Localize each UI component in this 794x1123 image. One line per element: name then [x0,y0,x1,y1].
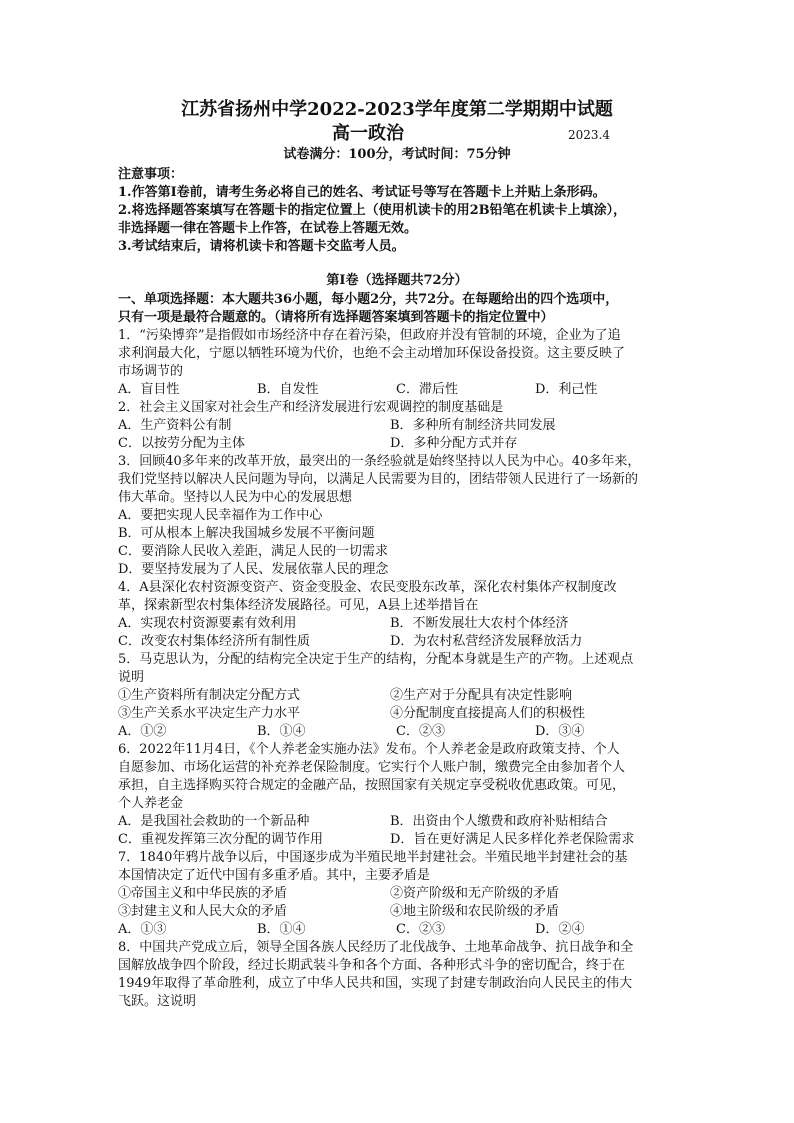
question-stem-line: 1．“污染博弈”是指假如市场经济中存在着污染，但政府并没有管制的环境，企业为了追 [118,328,621,343]
answer-option: D．③④ [535,724,585,739]
answer-option: B．可从根本上解决我国城乡发展不平衡问题 [118,526,375,541]
answer-option-group [118,813,678,849]
answer-option: C．重视发挥第三次分配的调节作用 [118,832,323,847]
answer-option: B．自发性 [257,382,319,397]
answer-option-group [118,507,678,579]
section-title: 第Ⅰ卷（选择题共72分） [326,273,468,288]
exam-date: 2023.4 [568,128,610,142]
question-stem-line: 我们党坚持以解决人民问题为导向，以满足人民需要为目的，团结带领人民进行了一场新的 [118,472,639,487]
notes-line: 非选择题一律在答题卡上作答，在试卷上答题无效。 [118,221,418,236]
answer-option: D．利己性 [535,382,598,397]
question-stem-line: 伟大革命。坚持以人民为中心的发展思想 [118,490,353,505]
answer-option: C．要消除人民收入差距，满足人民的一切需求 [118,544,388,559]
answer-option: D．多种分配方式并存 [390,436,518,451]
answer-option: B．多种所有制经济共同发展 [390,418,556,433]
question-stem-line: 2．社会主义国家对社会生产和经济发展进行宏观调控的制度基础是 [118,400,504,415]
answer-option: D．为农村私营经济发展释放活力 [390,634,583,649]
section-intro [118,291,678,327]
question-stem-line: 6．2022年11月4日，《个人养老金实施办法》发布。个人养老金是政府政策支持、个人 [118,742,620,757]
statement-item: ②生产对于分配具有决定性影响 [390,688,573,703]
answer-option: C．滞后性 [396,382,458,397]
question-stem-line: 承担，自主选择购买符合规定的金融产品，按照国家有关规定享受税收优惠政策。可见， [118,778,626,793]
answer-option: B．不断发展壮大农村个体经济 [390,616,569,631]
question-3 [118,453,678,579]
question-stem-line: 4．A县深化农村资源变资产、资金变股金、农民变股东改革，深化农村集体产权制度改 [118,580,617,595]
answer-option-group [118,381,678,399]
statement-item: ④地主阶级和农民阶级的矛盾 [390,904,560,919]
question-2 [118,399,678,453]
section-intro-line: 只有一项是最符合题意的。（请将所有选择题答案填到答题卡的指定位置中） [118,310,554,325]
question-stem-line: 革，探索新型农村集体经济发展路径。可见，A县上述举措旨在 [118,598,479,613]
question-5 [118,651,678,741]
answer-option: C．②③ [396,724,445,739]
answer-option: A．①③ [118,922,167,937]
answer-option-group [118,921,678,939]
statement-item-group [118,885,678,921]
answer-option: D．要坚持发展为了人民、发展依靠人民的理念 [118,562,389,577]
answer-option: D．②④ [535,922,585,937]
question-4 [118,579,678,651]
question-stem-line: 说明 [118,670,145,685]
answer-option-group [118,417,678,453]
statement-item: ③生产关系水平决定生产力水平 [118,706,301,721]
question-list [118,327,678,1011]
question-stem-line: 市场调节的 [118,364,184,379]
answer-option: D．旨在更好满足人民多样化养老保险需求 [390,832,635,847]
question-stem-line: 本国情决定了近代中国有多重矛盾。其中，主要矛盾是 [118,868,431,883]
notes-heading: 注意事项： [118,167,184,182]
notes-section [118,166,678,256]
question-stem-line: 飞跃。这说明 [118,994,197,1009]
exam-title: 江苏省扬州中学2022-2023学年度第二学期期中试题 [181,99,613,120]
answer-option: C．以按劳分配为主体 [118,436,245,451]
question-stem-line: 求利润最大化，宁愿以牺牲环境为代价，也绝不会主动增加环保设备投资。这主要反映了 [118,346,626,361]
answer-option: A．要把实现人民幸福作为工作中心 [118,508,323,523]
answer-option: B．①④ [257,922,306,937]
question-stem-line: 3．回顾40多年来的改革开放，最突出的一条经验就是始终坚持以人民为中心。40多年来， [118,454,641,469]
question-stem-line: 国解放战争四个阶段，经过长期武装斗争和各个方面、各种形式斗争的密切配合，终于在 [118,958,626,973]
notes-line: 1.作答第Ⅰ卷前，请考生务必将自己的姓名、考试证号等写在答题卡上并贴上条形码。 [118,185,606,200]
question-stem-line: 7．1840年鸦片战争以后，中国逐步成为半殖民地半封建社会。半殖民地半封建社会的基 [118,850,628,865]
answer-option-group [118,615,678,651]
answer-option: A．盲目性 [118,382,180,397]
question-7 [118,849,678,939]
statement-item: ②资产阶级和无产阶级的矛盾 [390,886,560,901]
answer-option: A．是我国社会救助的一个新品种 [118,814,310,829]
exam-meta: 试卷满分：100分，考试时间：75分钟 [283,147,511,162]
exam-subject: 高一政治 [332,123,404,144]
statement-item: ③封建主义和人民大众的矛盾 [118,904,288,919]
notes-line: 3.考试结束后，请将机读卡和答题卡交监考人员。 [118,239,405,254]
question-stem-line: 5．马克思认为，分配的结构完全决定于生产的结构，分配本身就是生产的产物。上述观点 [118,652,634,667]
question-1 [118,327,678,399]
question-stem-line: 8．中国共产党成立后，领导全国各族人民经历了北伐战争、土地革命战争、抗日战争和全 [118,940,634,955]
answer-option: B．①④ [257,724,306,739]
question-8 [118,939,678,1011]
answer-option: C．改变农村集体经济所有制性质 [118,634,310,649]
answer-option-group [118,723,678,741]
statement-item-group [118,687,678,723]
statement-item: ①生产资料所有制决定分配方式 [118,688,301,703]
answer-option: A．生产资料公有制 [118,418,232,433]
statement-item: ①帝国主义和中华民族的矛盾 [118,886,288,901]
statement-item: ④分配制度直接提高人们的积极性 [390,706,586,721]
question-stem-line: 自愿参加、市场化运营的补充养老保险制度。它实行个人账户制，缴费完全由参加者个人 [118,760,626,775]
question-stem-line: 1949年取得了革命胜利，成立了中华人民共和国，实现了封建专制政治向人民民主的伟大 [118,976,633,991]
section-intro-line: 一、单项选择题：本大题共36小题，每小题2分，共72分。在每题给出的四个选项中， [118,292,619,307]
answer-option: B．出资由个人缴费和政府补贴相结合 [390,814,608,829]
answer-option: A．实现农村资源要素有效利用 [118,616,297,631]
notes-line: 2.将选择题答案填写在答题卡的指定位置上（使用机读卡的用2B铅笔在机读卡上填涂）， [118,203,627,218]
question-6 [118,741,678,849]
answer-option: C．②③ [396,922,445,937]
answer-option: A．①② [118,724,167,739]
question-stem-line: 个人养老金 [118,796,184,811]
